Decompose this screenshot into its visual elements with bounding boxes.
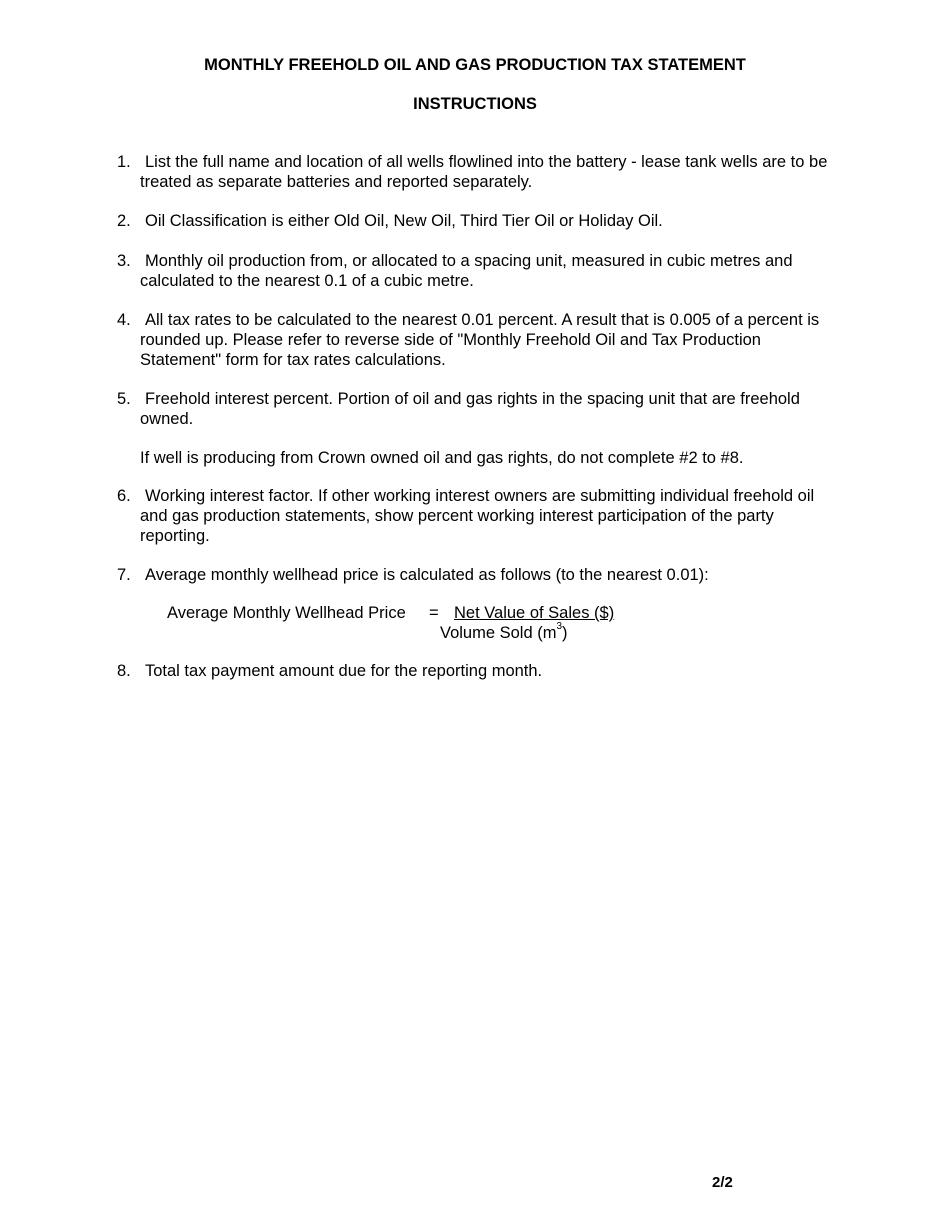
instruction-item-3 <box>117 252 837 292</box>
instruction-item-2 <box>117 212 837 232</box>
item-number: 3. <box>117 252 131 270</box>
instruction-item-4 <box>117 311 837 370</box>
page-subtitle: INSTRUCTIONS <box>413 95 537 113</box>
instruction-item-7 <box>117 566 837 586</box>
item-number: 6. <box>117 487 131 505</box>
formula-numerator: Net Value of Sales ($) <box>454 604 615 622</box>
item-text: Oil Classification is either Old Oil, New Oil, Third Tier Oil or Holiday Oil. <box>145 212 663 230</box>
item-number: 8. <box>117 662 131 680</box>
instruction-item-8 <box>117 662 837 682</box>
instruction-item-1 <box>117 153 837 193</box>
item-text: Freehold interest percent. Portion of oil and gas rights in the spacing unit that are freehold owned. <box>140 390 800 428</box>
formula-denominator-close: ) <box>562 624 568 642</box>
item-number: 4. <box>117 311 131 329</box>
item-text: Monthly oil production from, or allocated to a spacing unit, measured in cubic metres and calculated to the nearest 0.1 of a cubic metre. <box>140 252 793 290</box>
item-number: 5. <box>117 390 131 408</box>
formula-denominator-text: Volume Sold (m <box>440 624 557 642</box>
page-title: MONTHLY FREEHOLD OIL AND GAS PRODUCTION TAX STATEMENT <box>204 56 746 74</box>
instruction-item-6 <box>117 487 837 546</box>
instruction-item-5 <box>117 390 837 430</box>
formula-lhs: Average Monthly Wellhead Price <box>167 604 406 622</box>
item-text: Average monthly wellhead price is calculated as follows (to the nearest 0.01): <box>145 566 709 584</box>
item-text: Working interest factor. If other working interest owners are submitting individual freehold oil and gas production statements, show percent working interest participation of the party reporting. <box>140 487 815 545</box>
formula-exponent: 3 <box>556 621 563 632</box>
item-number: 1. <box>117 153 131 171</box>
wellhead-price-formula <box>167 604 687 644</box>
formula-equals: = <box>429 604 439 622</box>
item-text: Total tax payment amount due for the reporting month. <box>145 662 543 680</box>
formula-denominator <box>440 621 568 643</box>
crown-note: If well is producing from Crown owned oil and gas rights, do not complete #2 to #8. <box>140 449 744 467</box>
page-number: 2/2 <box>712 1174 733 1191</box>
item-number: 7. <box>117 566 131 584</box>
item-text: All tax rates to be calculated to the nearest 0.01 percent. A result that is 0.005 of a percent is rounded up. Please refer to reverse side of "Monthly Freehold Oil and Tax Production Statement" form for tax rates calculations. <box>140 311 820 369</box>
item-number: 2. <box>117 212 131 230</box>
item-text: List the full name and location of all wells flowlined into the battery - lease tank wells are to be treated as separate batteries and reported separately. <box>140 153 828 191</box>
